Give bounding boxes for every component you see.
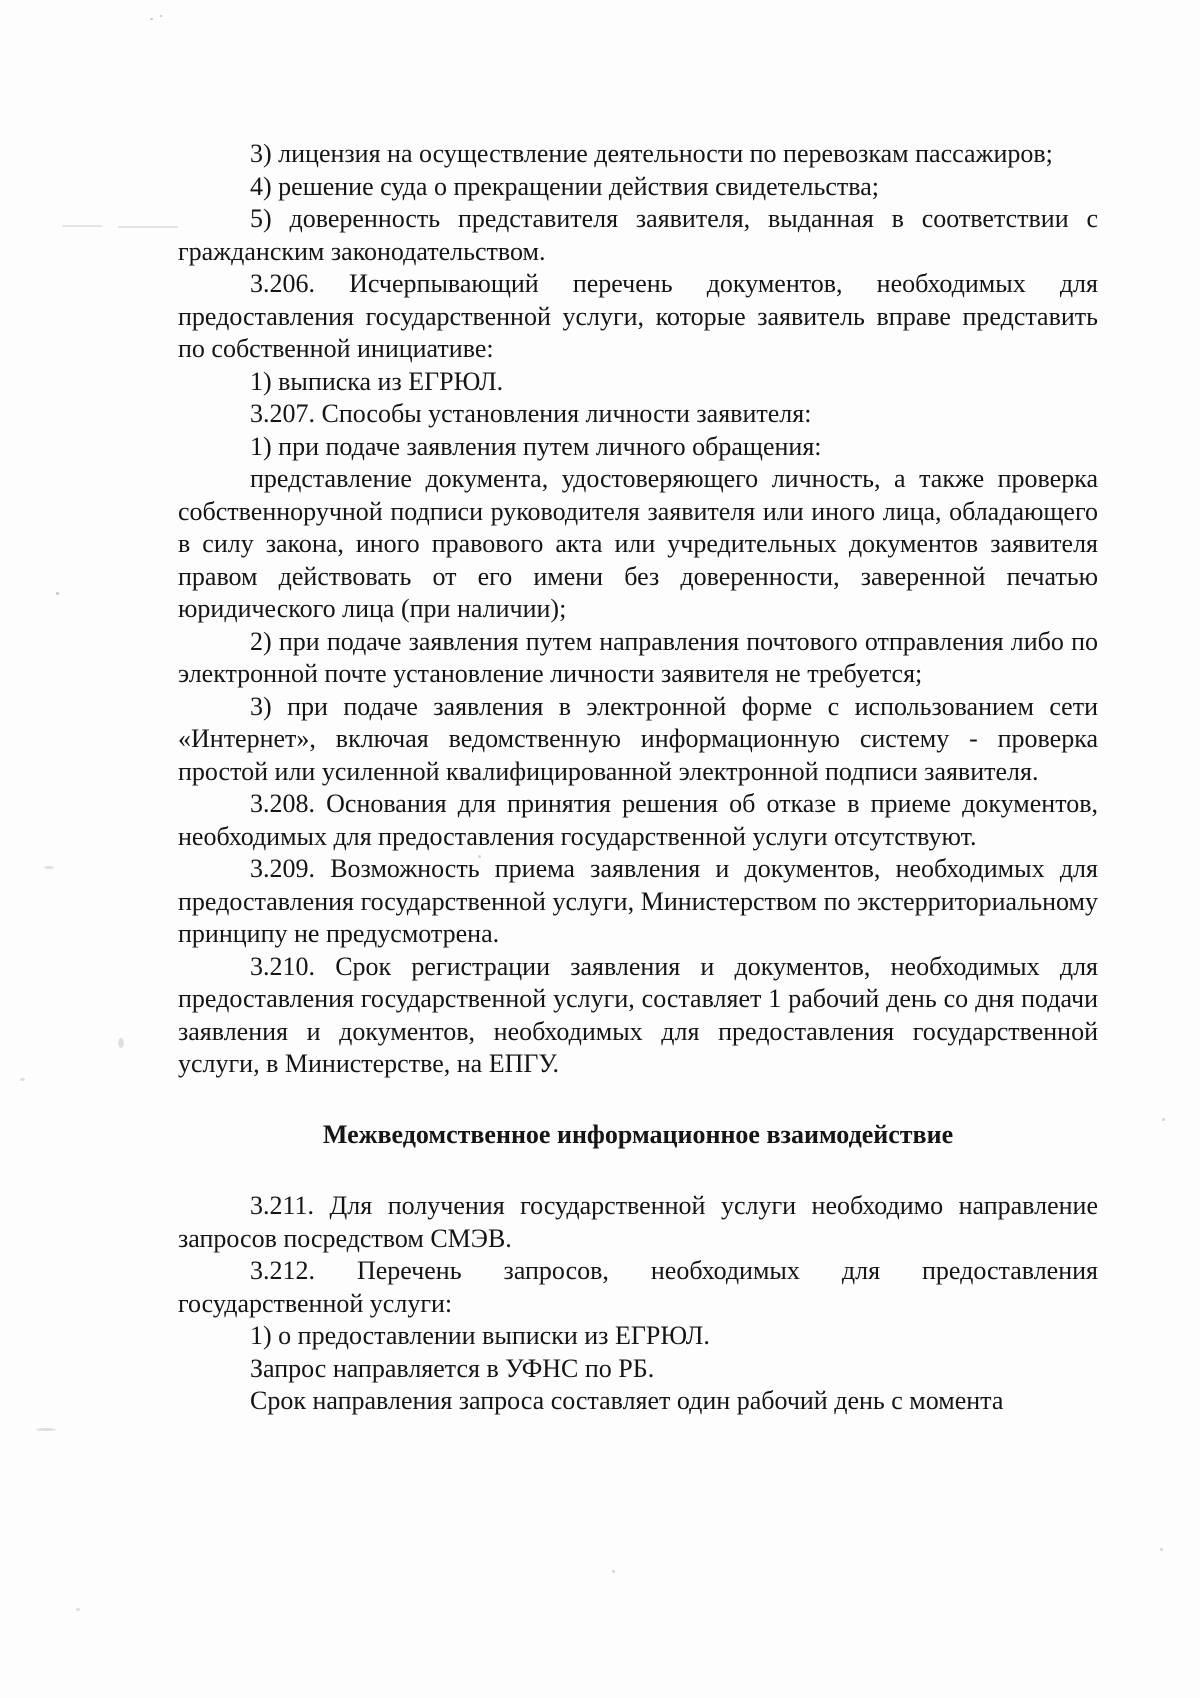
paragraph-court-decision: 4) решение суда о прекращении действия свидетельства; (250, 171, 879, 201)
paragraph-license: 3) лицензия на осуществление деятельности по перевозкам пассажиров; (250, 139, 1053, 168)
scan-speck (20, 1078, 25, 1081)
paragraph-3-206: 3.206. Исчерпывающий перечень документов, необходимых для предоставления государственной услуги, которые заявитель вправе представить по собственной инициативе: (178, 269, 1098, 363)
scan-speck (62, 225, 102, 227)
paragraph-identity-document: представление документа, удостоверяющего личность, а также проверка собственноручной подписи руководителя заявителя или иного лица, обладающего в силу закона, иного правового акта или учредительных документов заявителя правом действовать от его имени без доверенности, заверенной печатью юридического лица (при наличии); (178, 464, 1098, 623)
paragraph-3-207: 3.207. Способы установления личности заявителя: (250, 399, 812, 428)
paragraph-power-of-attorney: 5) доверенность представителя заявителя, выданная в соответствии с гражданским законодательством. (178, 204, 1098, 266)
scan-speck (1162, 1118, 1165, 1121)
paragraph-postal-submission: 2) при подаче заявления путем направления почтового отправления либо по электронной почте установление личности заявителя не требуется; (178, 626, 1098, 688)
paragraph-3-208: 3.208. Основания для принятия решения об отказе в приеме документов, необходимых для предоставления государственной услуги отсутствуют. (178, 789, 1098, 851)
scan-speck (56, 592, 59, 595)
paragraph-egrul-extract: 1) выписка из ЕГРЮЛ. (250, 366, 504, 396)
scan-speck (1160, 1548, 1163, 1551)
scan-speck (44, 866, 54, 869)
paragraph-electronic-submission: 3) при подаче заявления в электронной форме с использованием сети «Интернет», включая ведомственную информационную систему - проверка простой или усиленной квалифицированной электронной подписи заявителя. (178, 691, 1098, 786)
scan-speck (150, 18, 153, 20)
paragraph-egrul-request: 1) о предоставлении выписки из ЕГРЮЛ. (250, 1321, 710, 1350)
paragraph-3-209: 3.209. Возможность приема заявления и документов, необходимых для предоставления государственной услуги, Министерством по экстерриториальному принципу не предусмотрена. (178, 854, 1098, 948)
scan-speck (612, 1570, 615, 1573)
scan-speck (118, 1038, 124, 1048)
scan-speck (76, 1608, 80, 1611)
scan-speck (36, 1428, 56, 1431)
paragraph-request-recipient: Запрос направляется в УФНС по РБ. (250, 1353, 655, 1383)
paragraph-3-211: 3.211. Для получения государственной услуги необходимо направление запросов посредством СМЭВ. (178, 1191, 1098, 1253)
scan-speck (118, 226, 178, 228)
scan-speck (160, 15, 162, 17)
document-body (178, 138, 1098, 1418)
paragraph-3-210: 3.210. Срок регистрации заявления и документов, необходимых для предоставления государственной услуги, составляет 1 рабочий день со дня подачи заявления и документов, необходимых для предоставления государственной услуги, в Министерстве, на ЕПГУ. (178, 951, 1098, 1078)
paragraph-personal-appeal: 1) при подаче заявления путем личного обращения: (250, 431, 822, 461)
paragraph-request-deadline: Срок направления запроса составляет один рабочий день с момента (250, 1386, 1004, 1415)
section-heading: Межведомственное информационное взаимодействие (322, 1119, 954, 1149)
paragraph-3-212: 3.212. Перечень запросов, необходимых для предоставления государственной услуги: (178, 1256, 1098, 1318)
